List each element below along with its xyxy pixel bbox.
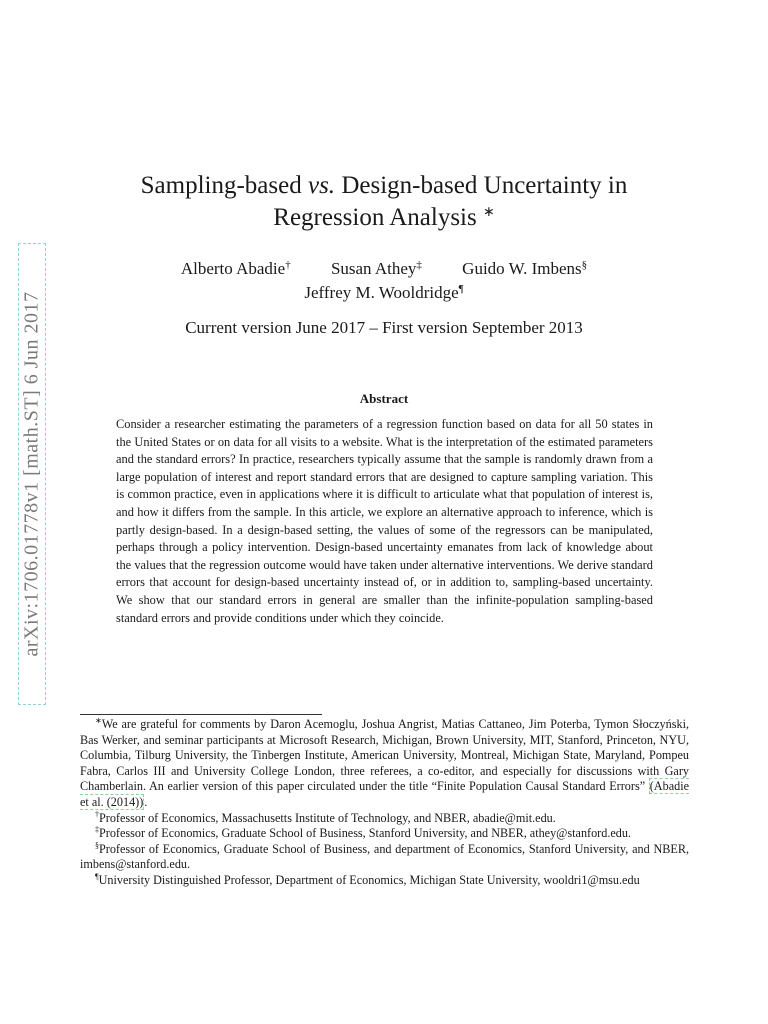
author-footnote-mark[interactable]: ‡ (416, 259, 422, 271)
footnotes (80, 717, 689, 889)
abstract-heading: Abstract (359, 391, 409, 406)
author-row-1 (100, 257, 668, 281)
author-imbens: Guido W. Imbens§ (462, 259, 588, 278)
title-line-2: Regression Analysis ∗ (273, 204, 495, 231)
footnote-mark: § (95, 840, 99, 850)
footnote-imbens: §Professor of Economics, Graduate School of Business, and department of Economics, Stanford University, and NBER, imbens@stanford.edu. (80, 840, 689, 872)
footnote-abadie: †Professor of Economics, Massachusetts Institute of Technology, and NBER, abadie@mit.edu. (95, 809, 556, 825)
paper-title (100, 170, 668, 234)
author-footnote-mark[interactable]: † (285, 259, 291, 271)
author-footnote-mark[interactable]: ¶ (458, 283, 464, 295)
footnote-wooldridge: ¶University Distinguished Professor, Department of Economics, Michigan State University, wooldri1@msu.edu (95, 871, 640, 887)
footnote-acknowledgements: ∗We are grateful for comments by Daron Acemoglu, Joshua Angrist, Matias Cattaneo, Jim Poterba, Tymon Słoczyński, Bas Werker, and seminar participants at Microsoft Research, Michigan, Brown University, MIT, Stanford, Princeton, NYU, Columbia, Tilburg University, the Tinbergen Institute, American University, Montreal, Michigan State, Maryland, Pompeu Fabra, Carlos III and University College London, three referees, a co-editor, and especially for discussions with Gary Chamberlain. An earlier version of this paper circulated under the title “Finite Population Causal Standard Errors” (Abadie et al. (2014)). (80, 716, 689, 809)
footnote-mark: ‡ (95, 825, 99, 835)
footnote-mark: † (95, 809, 99, 819)
version-line: Current version June 2017 – First version September 2013 (185, 318, 583, 337)
title-footnote-mark[interactable]: ∗ (482, 205, 495, 220)
author-footnote-mark[interactable]: § (581, 259, 588, 271)
title-line-1: Sampling-based vs. Design-based Uncertainty in (140, 172, 628, 199)
arxiv-identifier-text: arXiv:1706.01778v1 [math.ST] 6 Jun 2017 (20, 291, 43, 657)
footnote-mark: ∗ (95, 716, 102, 725)
citation-link[interactable]: (Abadie et al. (2014)) (80, 779, 689, 809)
footnote-athey: ‡Professor of Economics, Graduate School of Business, Stanford University, and NBER, athey@stanford.edu. (95, 825, 632, 841)
footnote-divider (80, 714, 322, 715)
author-athey: Susan Athey‡ (330, 259, 422, 278)
author-row-2 (100, 281, 668, 305)
title-italic: vs. (307, 172, 336, 199)
author-list (100, 257, 668, 305)
author-abadie: Alberto Abadie† (180, 259, 291, 278)
footnote-mark: ¶ (95, 871, 99, 881)
author-wooldridge: Jeffrey M. Wooldridge¶ (304, 283, 464, 302)
abstract-body: Consider a researcher estimating the parameters of a regression function based on data for all 50 states in the United States or on data for all visits to a website. What is the interpretation of the estimated parameters and the standard errors? In practice, researchers typically assume that the sample is randomly drawn from a large population of interest and report standard errors that are designed to capture sampling variation. This is common practice, even in applications where it is difficult to articulate what that population of interest is, and how it differs from the sample. In this article, we explore an alternative approach to inference, which is partly design-based. In a design-based setting, the values of some of the regressors can be manipulated, perhaps through a policy intervention. Design-based uncertainty emanates from lack of knowledge about the values that the regression outcome would have taken under alternative interventions. We derive standard errors that account for design-based uncertainty instead of, or in addition to, sampling-based uncertainty. We show that our standard errors in general are smaller than the infinite-population sampling-based standard errors and provide conditions under which they coincide. (116, 417, 653, 625)
arxiv-identifier-stamp[interactable] (18, 243, 46, 705)
